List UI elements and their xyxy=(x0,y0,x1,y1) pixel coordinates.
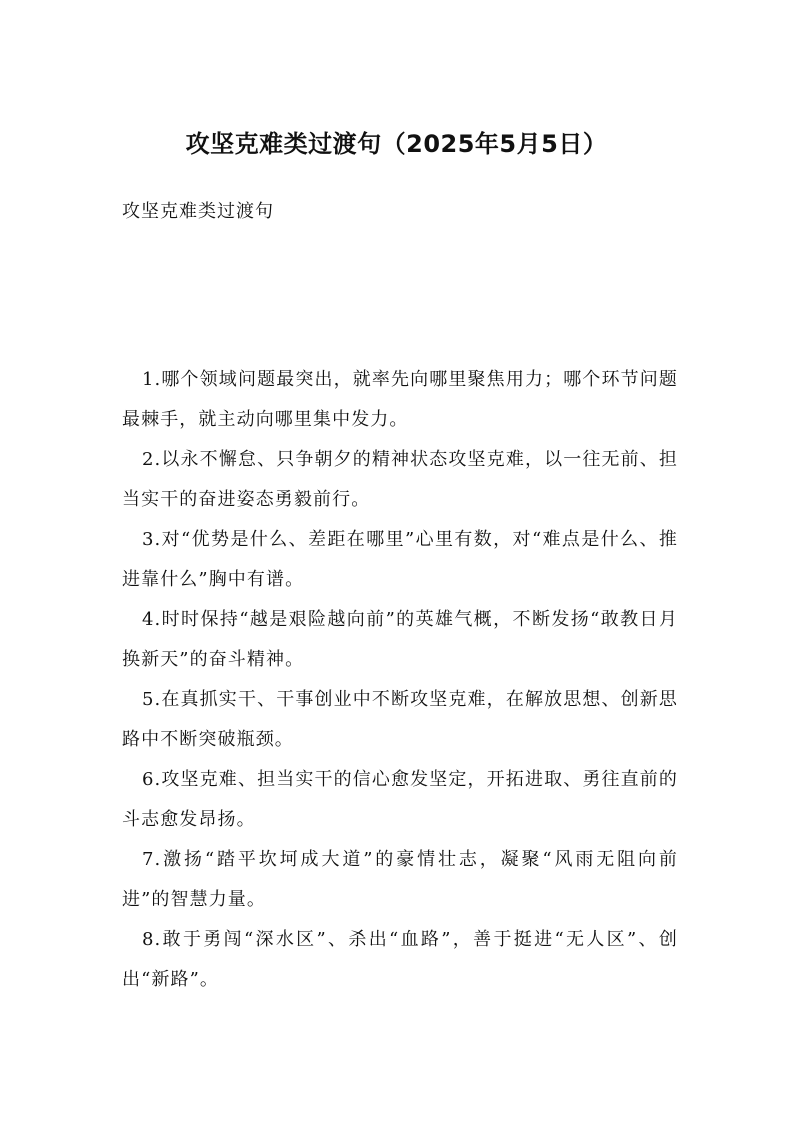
page-title: 攻坚克难类过渡句（2025年5月5日） xyxy=(185,130,608,158)
document-subtitle: 攻坚克难类过渡句 xyxy=(122,201,274,222)
list-item: 7.激扬“踏平坎坷成大道”的豪情壮志，凝聚“风雨无阻向前进”的智慧力量。 xyxy=(122,849,678,910)
list-item: 1.哪个领域问题最突出，就率先向哪里聚焦用力；哪个环节问题最棘手，就主动向哪里集中发力。 xyxy=(122,369,678,430)
list-item: 2.以永不懈怠、只争朝夕的精神状态攻坚克难，以一往无前、担当实干的奋进姿态勇毅前行。 xyxy=(122,449,678,510)
list-item: 3.对“优势是什么、差距在哪里”心里有数，对“难点是什么、推进靠什么”胸中有谱。 xyxy=(122,529,678,590)
list-item: 5.在真抓实干、干事创业中不断攻坚克难，在解放思想、创新思路中不断突破瓶颈。 xyxy=(122,689,678,750)
list-item: 6.攻坚克难、担当实干的信心愈发坚定，开拓进取、勇往直前的斗志愈发昂扬。 xyxy=(122,769,678,830)
transition-sentence-list xyxy=(122,360,678,1000)
list-item: 8.敢于勇闯“深水区”、杀出“血路”，善于挺进“无人区”、创出“新路”。 xyxy=(122,929,678,990)
list-item: 4.时时保持“越是艰险越向前”的英雄气概，不断发扬“敢教日月换新天”的奋斗精神。 xyxy=(122,609,678,670)
